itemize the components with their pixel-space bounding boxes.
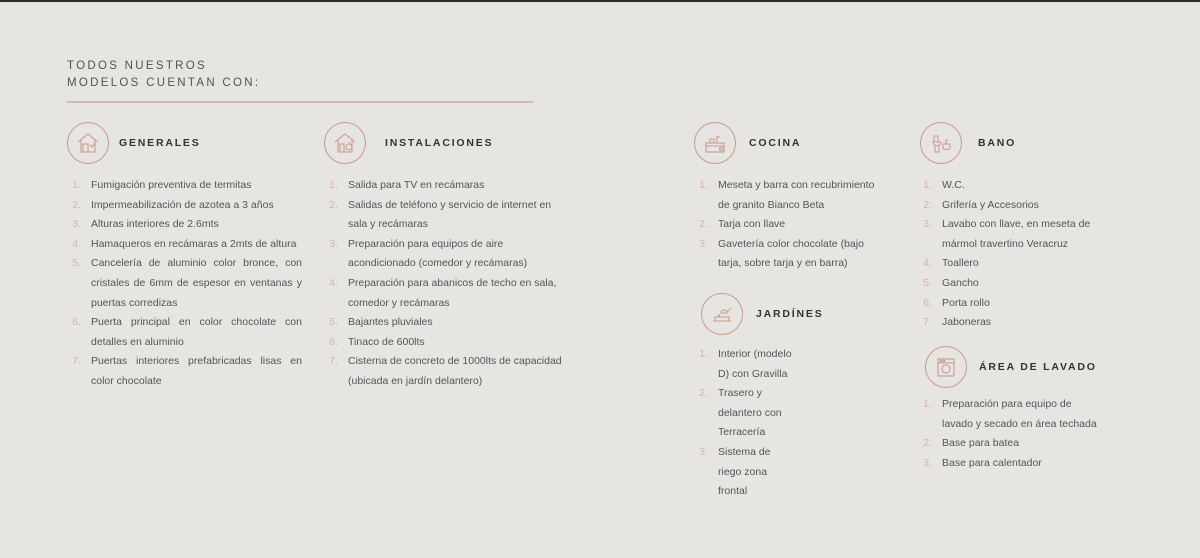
list-item: 5. Cancelería de aluminio color bronce, con cristales de 6mm de espesor en ventanas y puertas corredizas <box>72 257 302 309</box>
list-item: 7. Jaboneras <box>923 316 992 329</box>
cocina-list <box>694 176 879 274</box>
list-item: 5. Gancho <box>923 276 979 289</box>
section-title: COCINA <box>749 137 802 149</box>
list-item: 2. Base para batea <box>923 437 1020 450</box>
section-lavado <box>918 345 1098 473</box>
section-generales <box>67 121 302 392</box>
section-jardines <box>694 292 879 502</box>
list-item: 3. Base para calentador <box>923 456 1042 469</box>
section-instalaciones <box>324 121 569 392</box>
watering-can-icon <box>701 293 743 335</box>
list-item: 3. Alturas interiores de 2.6mts <box>72 218 219 231</box>
list-item: 7. Cisterna de concreto de 1000lts de capacidad (ubicada en jardín delantero) <box>329 355 562 387</box>
list-item: 7. Puertas interiores prefabricadas lisas en color chocolate <box>72 355 302 387</box>
section-title: GENERALES <box>119 137 201 149</box>
house-checklist-icon <box>67 122 109 164</box>
intro-divider <box>67 101 533 103</box>
list-item: 2. Impermeabilización de azotea a 3 años <box>72 198 274 211</box>
washing-machine-icon <box>925 346 967 388</box>
section-header <box>918 121 1093 165</box>
lavado-list <box>918 395 1098 473</box>
section-title: JARDÍNES <box>756 308 824 320</box>
intro-line-1: TODOS NUESTROS <box>67 60 207 72</box>
list-item: 1. W.C. <box>923 179 965 191</box>
section-bano <box>918 121 1093 333</box>
section-title: INSTALACIONES <box>385 137 494 149</box>
section-header <box>694 292 879 336</box>
instalaciones-list <box>324 176 569 392</box>
section-cocina <box>694 121 879 274</box>
list-item: 3. Gavetería color chocolate (bajo tarja, sobre tarja y en barra) <box>699 237 864 270</box>
intro-heading <box>67 58 260 91</box>
section-title: ÁREA DE LAVADO <box>979 361 1097 373</box>
section-title: BANO <box>978 137 1017 149</box>
list-item: 1. Interior (modelo D) con Gravilla <box>699 348 792 380</box>
top-border <box>0 0 1200 2</box>
list-item: 2. Grifería y Accesorios <box>923 198 1039 211</box>
bano-list <box>918 176 1093 333</box>
list-item: 2. Trasero y delantero con Terracería <box>699 387 782 439</box>
generales-list <box>67 176 302 392</box>
list-item: 3. Sistema de riego zona frontal <box>699 445 771 498</box>
list-item: 6. Porta rollo <box>923 296 990 309</box>
list-item: 6. Puerta principal en color chocolate con detalles en aluminio <box>72 316 302 348</box>
list-item: 4. Hamaqueros en recámaras a 2mts de altura <box>72 237 297 250</box>
list-item: 6. Tinaco de 600lts <box>329 335 425 348</box>
jardines-list <box>694 345 879 502</box>
list-item: 3. Preparación para equipos de aire acondicionado (comedor y recámaras) <box>329 237 528 270</box>
list-item: 4. Toallero <box>923 257 979 270</box>
section-header <box>918 345 1098 389</box>
list-item: 1. Salida para TV en recámaras <box>329 179 485 191</box>
list-item: 1. Fumigación preventiva de termitas <box>72 179 252 191</box>
list-item: 4. Preparación para abanicos de techo en sala, comedor y recámaras <box>329 276 557 309</box>
list-item: 5. Bajantes pluviales <box>329 316 433 329</box>
list-item: 2. Tarja con llave <box>699 218 786 231</box>
list-item: 3. Lavabo con llave, en meseta de mármol travertino Veracruz <box>923 218 1091 250</box>
list-item: 1. Meseta y barra con recubrimiento de granito Bianco Beta <box>699 179 875 211</box>
list-item: 2. Salidas de teléfono y servicio de internet en sala y recámaras <box>329 198 552 231</box>
intro-line-2: MODELOS CUENTAN CON: <box>67 76 261 89</box>
house-faucet-icon <box>324 122 366 164</box>
list-item: 1. Preparación para equipo de lavado y secado en área techada <box>923 398 1097 430</box>
section-header <box>67 121 302 165</box>
kitchen-stove-icon <box>694 122 736 164</box>
toilet-sink-icon <box>920 122 962 164</box>
section-header <box>694 121 879 165</box>
section-header <box>324 121 569 165</box>
